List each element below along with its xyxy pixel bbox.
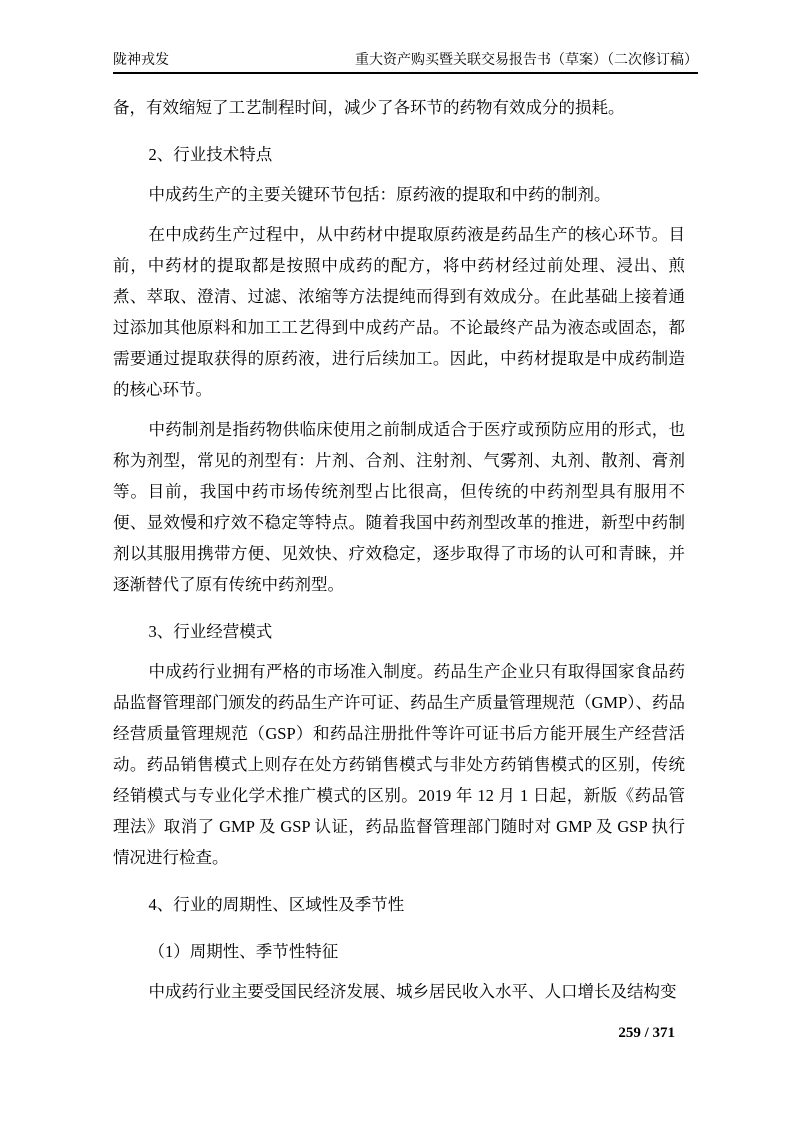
paragraph: 中成药生产的主要关键环节包括：原药液的提取和中药的制剂。 [148, 185, 611, 204]
paragraph: 中药制剂是指药物供临床使用之前制成适合于医疗或预防应用的形式，也称为剂型，常见的剂型有：片剂、合剂、注射剂、气雾剂、丸剂、散剂、膏剂等。目前，我国中药市场传统剂型占比很高，但传统的中药剂型具有服用不便、显效慢和疗效不稳定等特点。随着我国中药剂型改革的推进，新型中药制剂以其服用携带方便、见效快、疗效稳定，逐步取得了市场的认可和青睐，并逐渐替代了原有传统中药剂型。 [113, 420, 685, 594]
paragraph-continuation: 备，有效缩短了工艺制程时间，减少了各环节的药物有效成分的损耗。 [113, 98, 625, 117]
section-heading-cyclicality: 4、行业的周期性、区域性及季节性 [148, 895, 405, 914]
paragraph: 中成药行业主要受国民经济发展、城乡居民收入水平、人口增长及结构变 [148, 982, 677, 1001]
page-footer [618, 1025, 675, 1042]
page-header [113, 52, 698, 74]
subsection-heading-periodicity: （1）周期性、季节性特征 [148, 942, 339, 961]
header-right-title: 重大资产购买暨关联交易报告书（草案）（二次修订稿） [355, 53, 698, 68]
section-heading-business-model: 3、行业经营模式 [148, 622, 273, 641]
paragraph: 中成药行业拥有严格的市场准入制度。药品生产企业只有取得国家食品药品监督管理部门颁发的药品生产许可证、药品生产质量管理规范（GMP）、药品经营质量管理规范（GSP）和药品注册批件等许可证书后方能开展生产经营活动。药品销售模式上则存在处方药销售模式与非处方药销售模式的区别，传统经销模式与专业化学术推广模式的区别。2019 年 12 月 1 日起，新版《药品管理法》取消了 GMP 及 GSP 认证，药品监督管理部门随时对 GMP 及 GSP 执行情况进行检查。 [113, 662, 686, 867]
header-left-title: 陇神戎发 [113, 53, 169, 68]
page-body [113, 92, 685, 1007]
page-number: 259 / 371 [618, 1025, 675, 1041]
section-heading-industry-technology: 2、行业技术特点 [148, 145, 273, 164]
paragraph: 在中成药生产过程中，从中药材中提取原药液是药品生产的核心环节。目前，中药材的提取都是按照中成药的配方，将中药材经过前处理、浸出、煎煮、萃取、澄清、过滤、浓缩等方法提纯而得到有效成分。在此基础上接着通过添加其他原料和加工工艺得到中成药产品。不论最终产品为液态或固态，都需要通过提取获得的原药液，进行后续加工。因此，中药材提取是中成药制造的核心环节。 [113, 225, 685, 399]
